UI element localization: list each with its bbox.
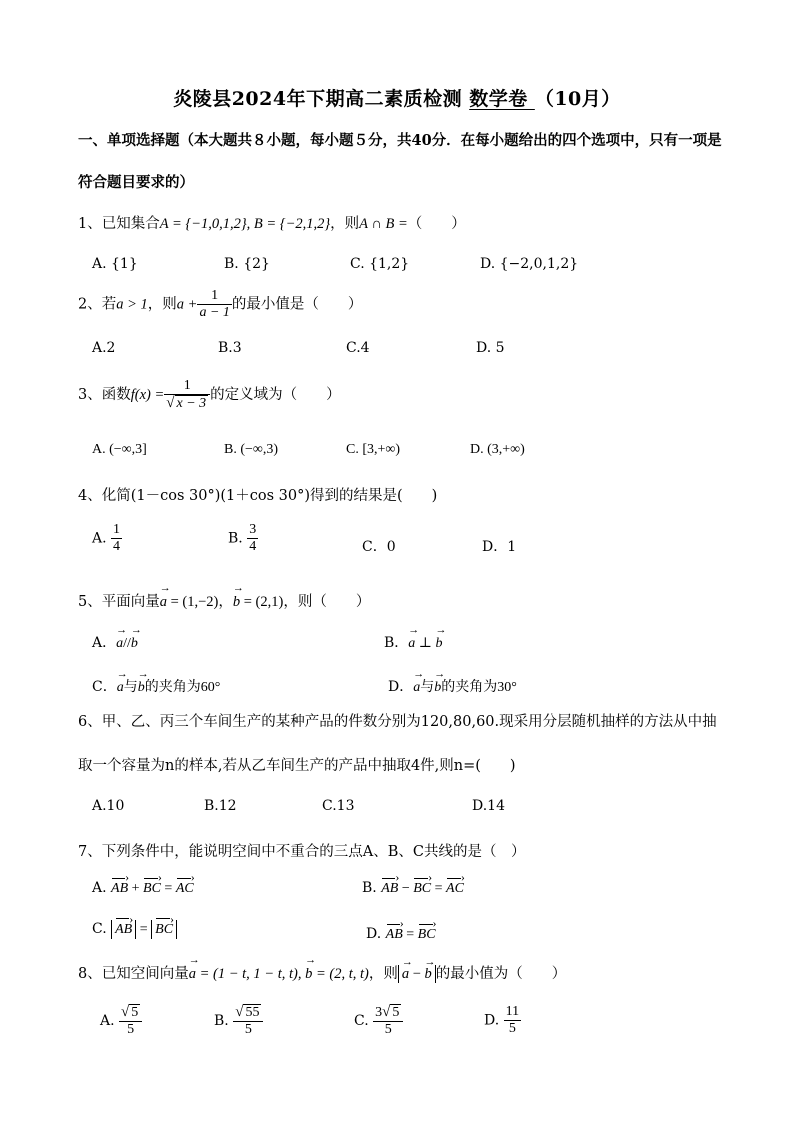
q1-option-b[interactable]: B. {2}: [224, 256, 270, 272]
q8-b-num: 55: [245, 1005, 260, 1020]
q4-option-a-label: A.: [92, 530, 107, 547]
q5-vector-b-value: = (2,1): [240, 594, 284, 610]
q8-c-num-wrap: [373, 1004, 403, 1022]
q7-d-bc: BC ›: [418, 927, 436, 943]
q1-mid: ，则: [330, 216, 360, 232]
q2-expr: a +: [176, 296, 198, 313]
q6-option-a[interactable]: A.10: [92, 798, 125, 814]
q1-lead: 1、已知集合: [78, 216, 160, 232]
q4-option-b[interactable]: [228, 522, 258, 555]
q3-tail: 的定义域为（ ）: [210, 387, 341, 403]
q5-vector-a-value: = (1,−2): [166, 594, 219, 610]
q7-option-a[interactable]: [92, 880, 194, 897]
section-heading: 一、单项选择题（本大题共８小题，每小题５分，共40分．在每小题给出的四个选项中，只有一项是符合题目要求的）: [78, 132, 722, 191]
q6-option-c[interactable]: C.13: [322, 798, 355, 814]
question-1: [78, 212, 466, 233]
q1-tail: （ ）: [407, 216, 466, 232]
q5-vector-a: → a: [160, 594, 167, 611]
q6-option-d[interactable]: D.14: [472, 798, 505, 814]
q4-b-num: 3: [249, 522, 257, 537]
q4-option-a[interactable]: [92, 522, 122, 555]
q1-expr: A ∩ B =: [359, 216, 408, 232]
q5-option-d[interactable]: [388, 676, 517, 696]
q8-option-a[interactable]: [100, 1004, 142, 1038]
q5-d-angle-text: 的夹角为: [441, 679, 498, 695]
q7-d-label: D.: [366, 926, 382, 942]
q2-option-c[interactable]: C.4: [346, 340, 370, 356]
q7-a-ab: AB ›: [111, 881, 128, 897]
q5-option-b[interactable]: [384, 632, 442, 652]
q1-set-a: A = {−1,0,1,2},: [159, 216, 254, 232]
q2-tail: 的最小值是（ ）: [231, 296, 363, 313]
q8-option-b[interactable]: [214, 1004, 263, 1038]
q4-option-d[interactable]: D．1: [482, 539, 517, 555]
q5-option-b-label: B．: [384, 635, 409, 651]
q5-d-vec-a: → a: [413, 680, 420, 696]
q7-b-minus: −: [398, 881, 414, 896]
q7-b-label: B.: [362, 880, 377, 896]
q2-mid: ，则: [147, 296, 177, 313]
q2-fraction: [197, 288, 231, 321]
q2-option-a[interactable]: A.2: [92, 340, 116, 356]
q5-option-a[interactable]: [92, 632, 138, 652]
q5-option-a-label: A．: [92, 635, 117, 651]
q8-abs-minus: −: [409, 966, 425, 982]
q7-a-label: A.: [92, 880, 107, 896]
q8-vector-b: → b: [305, 966, 312, 983]
q2-denominator: a − 1: [199, 305, 230, 320]
q6-option-b[interactable]: B.12: [204, 798, 237, 814]
q7-a-eq: =: [160, 881, 176, 896]
q7-a-bc: BC ›: [143, 881, 161, 897]
q4-b-den: 4: [249, 539, 257, 554]
q8-b-num-wrap: [233, 1004, 263, 1022]
q8-a-num-wrap: [119, 1004, 142, 1022]
q7-a-ac: AC ›: [176, 881, 194, 897]
q7-b-ac: AC ›: [446, 881, 464, 897]
q3-fraction: [164, 378, 210, 412]
q5-c-vec-a: → a: [117, 680, 124, 696]
q8-abs-a: → a: [402, 965, 409, 983]
sqrt-icon: √: [166, 395, 175, 411]
title-suffix: （10月）: [534, 88, 621, 110]
q5-a-rel: //: [123, 636, 131, 651]
q1-option-a[interactable]: A. {1}: [92, 256, 138, 272]
q5-option-d-label: D．: [388, 679, 414, 695]
q8-d-fraction: [504, 1004, 521, 1037]
q7-b-bc: BC ›: [413, 881, 431, 897]
q4-a-num: 1: [113, 522, 121, 537]
q3-denominator-wrap: [164, 395, 210, 412]
q5-c-angle: 60°: [200, 680, 221, 695]
q8-b-fraction: [233, 1004, 263, 1038]
q7-c-label: C.: [92, 921, 107, 937]
q7-b-eq: =: [431, 881, 447, 896]
question-2: [78, 288, 362, 321]
q4-option-b-label: B.: [228, 530, 243, 547]
q8-a-num: 5: [131, 1005, 139, 1020]
q5-d-with: 与: [420, 679, 435, 695]
q7-option-b[interactable]: [362, 880, 464, 897]
q4-option-a-fraction: [111, 522, 122, 555]
question-5: [78, 590, 370, 611]
question-4: 4、化简(1－cos 30°)(1＋cos 30°)得到的结果是( ): [78, 488, 438, 504]
q7-c-abs-bc: [151, 920, 177, 939]
q7-c-eq: =: [136, 922, 152, 937]
q5-option-c[interactable]: [92, 676, 220, 696]
q4-option-c[interactable]: C．0: [362, 539, 396, 555]
sqrt-icon: √: [382, 1004, 391, 1020]
q8-a-den: 5: [127, 1022, 135, 1037]
q7-option-d[interactable]: [366, 926, 436, 943]
q8-abs-b: → b: [425, 965, 432, 983]
q2-cond: a > 1: [116, 296, 148, 313]
q3-denominator: x − 3: [176, 396, 207, 411]
q8-vector-b-value: = (2, t, t): [312, 966, 369, 982]
q8-b-den: 5: [244, 1022, 252, 1037]
q7-c-bc: BC ›: [155, 921, 173, 939]
q2-option-d[interactable]: D. 5: [476, 340, 505, 356]
q7-option-c[interactable]: [92, 920, 177, 939]
q8-vector-a: → a: [189, 966, 196, 983]
q8-d-den: 5: [508, 1021, 516, 1036]
q5-c-with: 与: [123, 679, 138, 695]
q3-option-c[interactable]: C. [3,+∞): [346, 442, 401, 457]
q2-option-b[interactable]: B.3: [218, 340, 242, 356]
q5-c-angle-text: 的夹角为: [144, 679, 201, 695]
q5-lead: 5、平面向量: [78, 594, 160, 610]
q3-function: f(x) =: [130, 387, 165, 403]
sqrt-icon: √: [121, 1004, 130, 1020]
q2-lead: 2、若: [78, 296, 117, 313]
q8-mid: ，则: [368, 966, 398, 982]
q5-a-vec-a: → a: [116, 636, 123, 652]
q5-sep: ，: [218, 594, 233, 610]
q5-a-vec-b: → b: [131, 636, 138, 652]
question-3: [78, 378, 341, 412]
q2-numerator: 1: [197, 288, 231, 305]
q5-b-vec-b: → b: [435, 636, 442, 652]
q8-a-fraction: [119, 1004, 142, 1038]
q8-c-num: 5: [392, 1005, 400, 1020]
q8-c-den: 5: [384, 1022, 392, 1037]
q8-a-label: A.: [100, 1013, 115, 1029]
q8-c-fraction: [373, 1004, 403, 1038]
question-6: 6、甲、乙、丙三个车间生产的某种产品的件数分别为120,80,60.现采用分层随机抽样的方法从中抽取一个容量为n的样本,若从乙车间生产的产品中抽取4件,则n=( ): [78, 714, 717, 774]
q8-d-label: D.: [484, 1012, 500, 1029]
q8-lead: 8、已知空间向量: [78, 966, 189, 982]
q5-option-c-label: C．: [92, 679, 117, 695]
q7-d-eq: =: [402, 927, 418, 942]
q4-a-den: 4: [113, 539, 121, 554]
q8-b-label: B.: [214, 1013, 229, 1029]
title-subject: 数学卷: [469, 88, 535, 110]
q8-c-coef: 3: [375, 1005, 383, 1020]
q5-d-vec-b: → b: [434, 680, 441, 696]
q7-b-ab: AB ›: [381, 881, 398, 897]
q7-c-ab: AB ›: [115, 921, 132, 939]
q5-vector-b: → b: [233, 594, 240, 611]
q3-lead: 3、函数: [78, 387, 131, 403]
q8-abs: [398, 965, 436, 983]
q3-option-b[interactable]: B. (−∞,3): [224, 442, 279, 457]
q7-c-abs-ab: [111, 920, 136, 939]
q7-d-ab: AB ›: [386, 927, 403, 943]
q7-a-plus: +: [128, 881, 144, 896]
q5-c-vec-b: → b: [138, 680, 145, 696]
q8-d-num: 11: [505, 1004, 520, 1019]
q3-option-a[interactable]: A. (−∞,3]: [92, 442, 147, 457]
q3-numerator: 1: [164, 378, 210, 395]
q1-set-b: B = {−2,1,2}: [253, 216, 331, 232]
q8-c-label: C.: [354, 1013, 369, 1029]
question-7: 7、下列条件中，能说明空间中不重合的三点A、B、C共线的是（ ）: [78, 844, 526, 860]
page-title: [0, 84, 794, 111]
q8-option-c[interactable]: [354, 1004, 403, 1038]
q4-option-b-fraction: [247, 522, 258, 555]
sqrt-icon: √: [235, 1004, 244, 1020]
q1-option-c[interactable]: C. {1,2}: [350, 256, 410, 272]
q5-tail: ，则（ ）: [283, 594, 371, 610]
q8-option-d[interactable]: [484, 1004, 521, 1037]
q5-d-angle: 30°: [497, 680, 517, 695]
q1-option-d[interactable]: D. {−2,0,1,2}: [480, 256, 579, 272]
q5-b-vec-a: → a: [408, 636, 415, 652]
question-8: [78, 962, 566, 983]
title-prefix: 炎陵县2024年下期高二素质检测: [173, 88, 470, 110]
q5-b-rel: ⊥: [415, 636, 436, 651]
q8-vector-a-value: = (1 − t, 1 − t, t),: [195, 966, 306, 982]
q3-option-d[interactable]: D. (3,+∞): [470, 442, 525, 457]
q8-tail: 的最小值为（ ）: [435, 966, 567, 982]
